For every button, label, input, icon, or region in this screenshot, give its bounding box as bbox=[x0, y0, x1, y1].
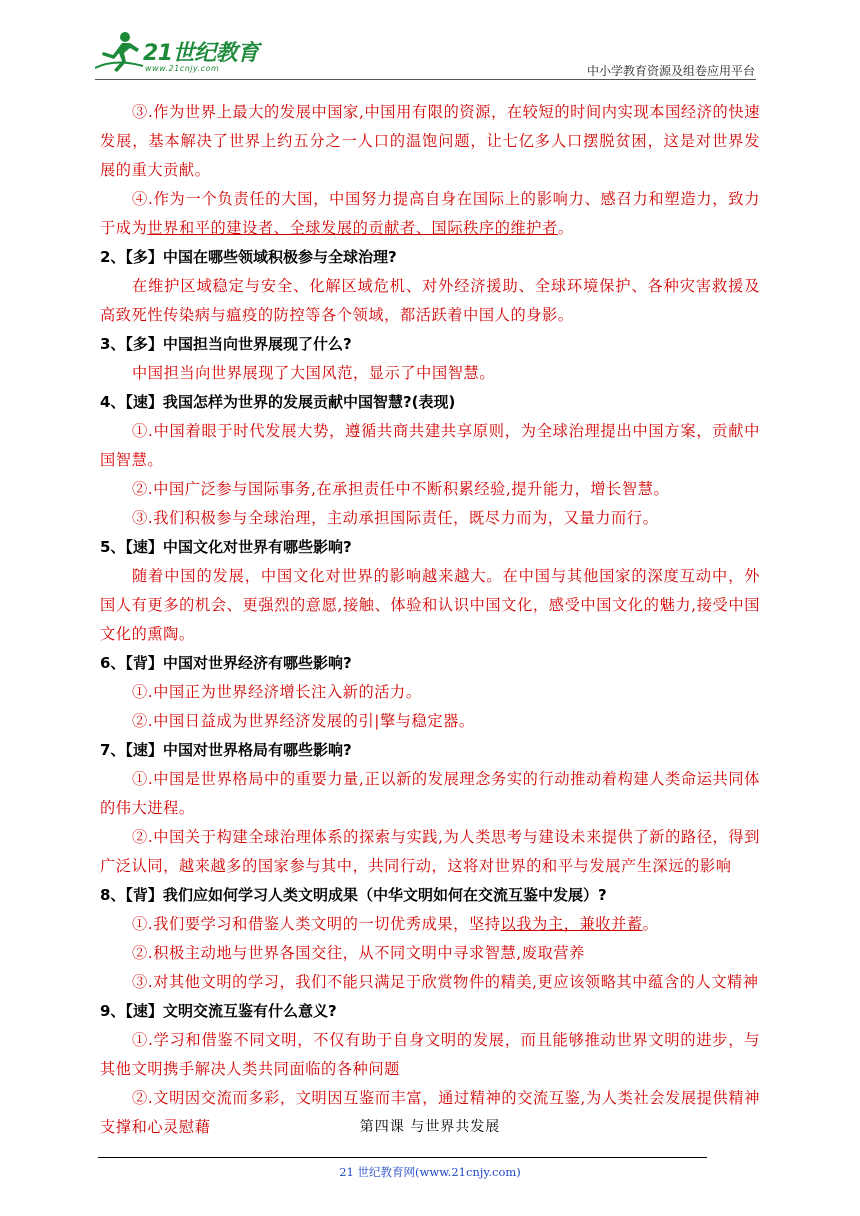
logo-text: 21世纪教育 bbox=[143, 41, 259, 66]
question-heading: 8、【背】我们应如何学习人类文明成果（中华文明如何在交流互鉴中发展）? bbox=[100, 886, 607, 904]
logo-url: www.21cnjy.com bbox=[145, 64, 220, 73]
answer-text: ①.我们要学习和借鉴人类文明的一切优秀成果，坚持 bbox=[132, 915, 501, 933]
underlined-key-phrase: 世界和平的建设者、全球发展的贡献者、国际秩序的维护者 bbox=[147, 219, 558, 237]
answer-paragraph: ②.中国日益成为世界经济发展的引|擎与稳定器。 bbox=[132, 712, 475, 730]
answer-paragraph: ③.对其他文明的学习，我们不能只满足于欣赏物件的精美,更应该领略其中蕴含的人文精神 bbox=[132, 973, 759, 991]
question-heading: 6、【背】中国对世界经济有哪些影响? bbox=[100, 654, 352, 672]
runner-logo-icon bbox=[95, 28, 145, 74]
answer-paragraph: ③.作为世界上最大的发展中国家,中国用有限的资源，在较短的时间内实现本国经济的快速发展，基本解决了世界上约五分之一人口的温饱问题，让七亿多人口摆脱贫困，这是对世界发展的重大贡献。 bbox=[100, 103, 760, 179]
underlined-key-phrase: 以我为主，兼收并蓄 bbox=[500, 915, 643, 933]
header-divider bbox=[95, 79, 756, 80]
answer-paragraph: 随着中国的发展，中国文化对世界的影响越来越大。在中国与其他国家的深度互动中，外国人有更多的机会、更强烈的意愿,接触、体验和认识中国文化，感受中国文化的魅力,接受中国文化的熏陶。 bbox=[100, 567, 760, 643]
lesson-title: 第四课 与世界共发展 bbox=[359, 1119, 501, 1135]
answer-paragraph: 在维护区域稳定与安全、化解区域危机、对外经济援助、全球环境保护、各种灾害救援及高致死性传染病与瘟疫的防控等各个领域，都活跃着中国人的身影。 bbox=[100, 277, 760, 324]
answer-paragraph: ②.文明因交流而多彩，文明因互鉴而丰富，通过精神的交流互鉴,为人类社会发展提供精神支撑和心灵慰藉 bbox=[100, 1089, 760, 1136]
answer-paragraph: ①.学习和借鉴不同文明，不仅有助于自身文明的发展，而且能够推动世界文明的进步，与其他文明携手解决人类共同面临的各种问题 bbox=[100, 1031, 760, 1078]
platform-name: 中小学教育资源及组卷应用平台 bbox=[586, 64, 755, 78]
answer-paragraph bbox=[100, 910, 760, 939]
footer-site-link[interactable]: 21 世纪教育网(www.21cnjy.com) bbox=[339, 1165, 521, 1179]
document-body bbox=[100, 98, 760, 1142]
answer-paragraph: ①.中国着眼于时代发展大势，遵循共商共建共享原则，为全球治理提出中国方案，贡献中国智慧。 bbox=[100, 422, 760, 469]
answer-paragraph: ②.中国关于构建全球治理体系的探索与实践,为人类思考与建设未来提供了新的路径，得到广泛认同，越来越多的国家参与其中，共同行动，这将对世界的和平与发展产生深远的影响 bbox=[100, 828, 760, 875]
question-heading: 3、【多】中国担当向世界展现了什么? bbox=[100, 335, 352, 353]
question-heading: 5、【速】中国文化对世界有哪些影响? bbox=[100, 538, 352, 556]
answer-paragraph: ②.积极主动地与世界各国交往，从不同文明中寻求智慧,废取营养 bbox=[132, 944, 585, 962]
page-header bbox=[95, 28, 755, 80]
answer-text: 。 bbox=[642, 915, 659, 933]
answer-paragraph: ②.中国广泛参与国际事务,在承担责任中不断积累经验,提升能力，增长智慧。 bbox=[132, 480, 670, 498]
question-heading: 2、【多】中国在哪些领域积极参与全球治理? bbox=[100, 248, 397, 266]
question-heading: 7、【速】中国对世界格局有哪些影响? bbox=[100, 741, 352, 759]
footer-divider bbox=[98, 1157, 707, 1158]
answer-text: 。 bbox=[557, 219, 574, 237]
question-heading: 9、【速】文明交流互鉴有什么意义? bbox=[100, 1002, 337, 1020]
question-heading: 4、【速】我国怎样为世界的发展贡献中国智慧?(表现) bbox=[100, 393, 456, 411]
logo bbox=[95, 28, 265, 78]
answer-paragraph: 中国担当向世界展现了大国风范，显示了中国智慧。 bbox=[132, 364, 496, 382]
answer-paragraph bbox=[100, 185, 760, 243]
answer-paragraph: ①.中国正为世界经济增长注入新的活力。 bbox=[132, 683, 422, 701]
answer-paragraph: ③.我们积极参与全球治理，主动承担国际责任，既尽力而为，又量力而行。 bbox=[132, 509, 659, 527]
answer-paragraph: ①.中国是世界格局中的重要力量,正以新的发展理念务实的行动推动着构建人类命运共同体的伟大进程。 bbox=[100, 770, 760, 817]
answer-text: ④.作为一个负责任的大国，中国努力提高自身在国际上的影响力、感召力和塑造力，致力于成为 bbox=[100, 190, 760, 237]
